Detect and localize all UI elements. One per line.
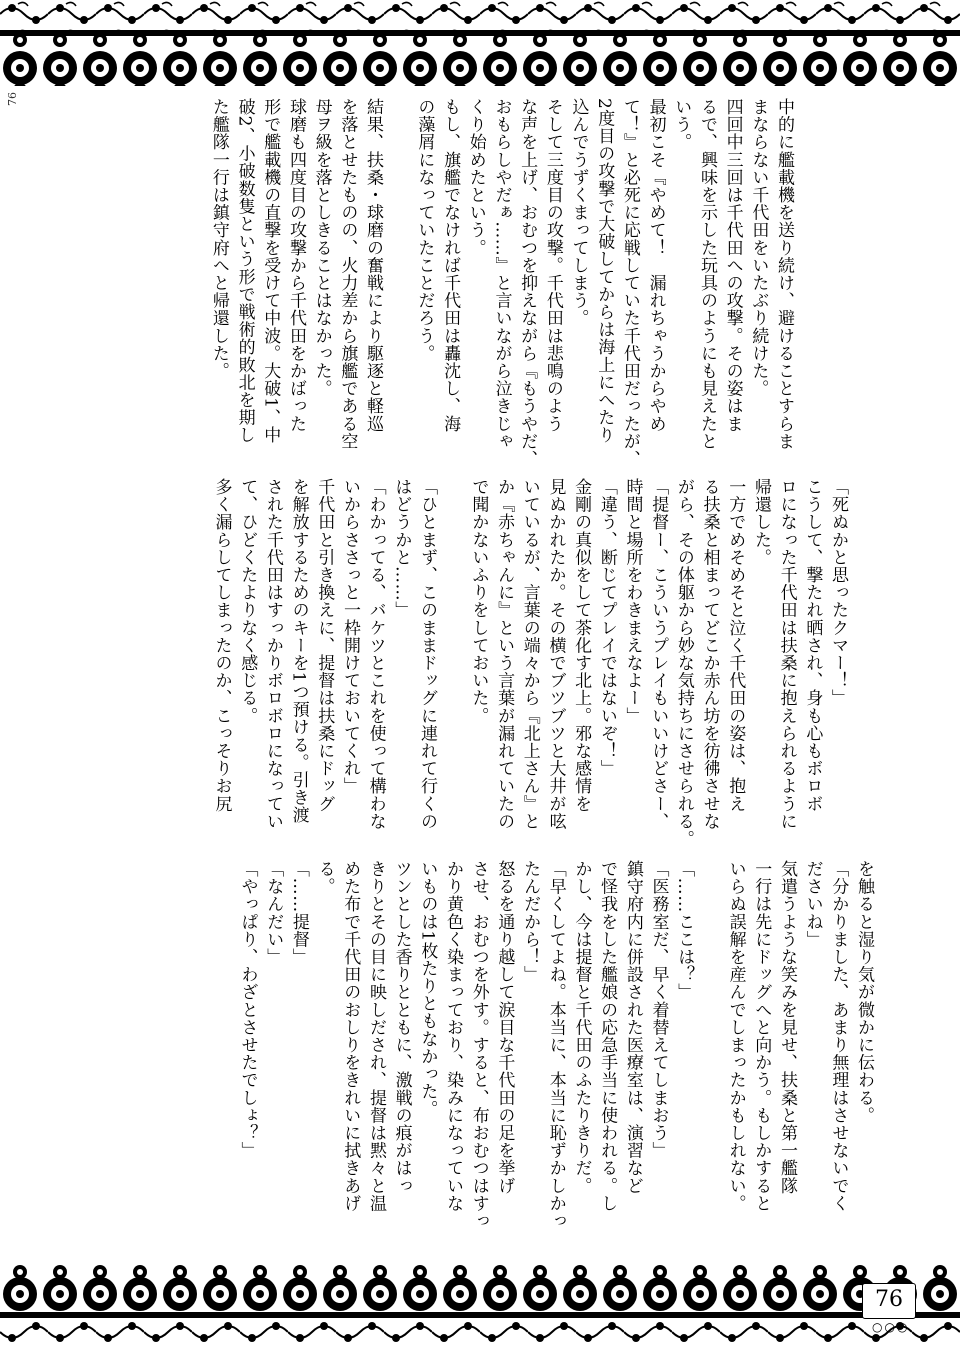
text-column: 結果、扶桑・球磨の奮戦により駆逐と軽巡 <box>363 98 383 433</box>
text-column <box>385 98 411 468</box>
text-column: 2度目の攻撃で大破してからは海上にへたり <box>594 98 615 444</box>
text-column: 「提督ー、こういうプレイもいいけどさー、 <box>648 478 669 830</box>
text-tier-top <box>205 98 796 468</box>
text-column: 「早くしてよね。本当に、本当に恥ずかしかっ <box>545 860 566 1230</box>
text-column: そして三度目の攻撃。千代田は悲鳴のよう <box>542 98 563 433</box>
text-column: 破2、小破数隻という形で戦術的敗北を期し <box>234 98 255 444</box>
text-column: を落とせたものの、火力差から旗艦である空 <box>337 98 358 450</box>
text-column: た艦隊一行は鎮守府へと帰還した。 <box>208 98 229 380</box>
text-column: で怪我をした艦娘の応急手当に使われる。し <box>597 860 618 1212</box>
text-column: ロになった千代田は扶桑に抱えられるように <box>776 478 797 830</box>
text-column: はどうかと……」 <box>391 478 412 619</box>
text-tier-bottom <box>234 860 876 1240</box>
top-lace-border <box>0 0 960 88</box>
text-column: 見ぬかれたか。その横でブツブツと大井が呟 <box>545 478 566 830</box>
text-column: いものは1枚たりともなかった。 <box>417 860 438 1118</box>
text-column: の藻屑になっていたことだろう。 <box>414 98 435 362</box>
text-column: 一行は先にドッグへと向かう。もしかすると <box>751 860 772 1212</box>
text-column: もし、旗艦でなければ千代田は轟沈し、海 <box>440 98 461 433</box>
text-column: を触ると湿り気が微かに伝わる。 <box>854 860 874 1124</box>
text-column: 母ヲ級を落としきることはなかった。 <box>311 98 332 398</box>
text-column: させ、おむつを外す。すると、布おむつはすっ <box>468 860 489 1230</box>
text-column: 「違う、断じてプレイではないぞ！」 <box>596 478 617 778</box>
text-column: ツンとした香りとともに、激戦の痕がはっ <box>391 860 412 1195</box>
text-column <box>696 860 722 1240</box>
text-column: 千代田と引き換えに、提督は扶桑にドッグ <box>314 478 335 813</box>
text-column: 怒るを通り越して涙目な千代田の足を挙げ <box>494 860 515 1195</box>
text-column: こうして、撃たれ晒され、身も心もボロボ <box>802 478 823 813</box>
text-column: 気遣うような笑みを見せ、扶桑と第一艦隊 <box>776 860 797 1195</box>
text-column: がら、その体躯から妙な気持ちにさせられる。 <box>673 478 694 848</box>
text-column: 多く漏らしてしまったのか、こっそりお尻 <box>211 478 232 813</box>
text-column: 「ひとまず、このままドッグに連れて行くの <box>417 478 437 830</box>
text-column: いらぬ誤解を産んでしまったかもしれない。 <box>725 860 746 1212</box>
text-column: 「わかってる、バケツとこれを使って構わな <box>365 478 386 830</box>
text-column: 球磨も四度目の攻撃から千代田をかばった <box>285 98 306 433</box>
margin-page-number: 76 <box>6 92 19 106</box>
text-column: ださいね」 <box>802 860 823 948</box>
text-column: 「分かりました、あまり無理はさせないでく <box>828 860 849 1212</box>
text-column: 中的に艦載機を送り続け、避けることすらま <box>774 98 794 450</box>
text-tier-middle <box>208 478 850 850</box>
text-column: 「……提督」 <box>288 860 309 966</box>
text-column: かり黄色く染まっており、染みになっていな <box>443 860 463 1212</box>
text-column: 「医務室だ、早く着替えてしまおう」 <box>648 860 669 1160</box>
text-column: いているが、言葉の端々から『北上さん』と <box>519 478 540 830</box>
page-number-box: 76 <box>862 1283 916 1319</box>
text-column: たんだから！」 <box>520 860 541 984</box>
text-column: 最初こそ『やめて！ 漏れちゃうからやめ <box>645 98 666 433</box>
text-column: いう。 <box>671 98 692 151</box>
text-column: な声を上げ、おむつを抑えながら『もうやだ、 <box>517 98 538 468</box>
text-column: 時間と場所をわきまえなよー」 <box>622 478 643 725</box>
text-column: 帰還した。 <box>750 478 771 566</box>
text-column <box>439 478 465 850</box>
text-column: おもらしやだぁ……』と言いながら泣きじゃ <box>491 98 512 450</box>
text-column: くり始めたという。 <box>465 98 486 257</box>
text-column: まならない千代田をいたぶり続けた。 <box>748 98 769 398</box>
text-column: きりとその目に映しだされ、提督は黙々と温 <box>365 860 386 1212</box>
text-column: 形で艦載機の直撃を受けて中波。大破1、中 <box>260 98 281 444</box>
text-column: て！』と必死に応戦していた千代田だったが、 <box>619 98 640 468</box>
text-column: る扶桑と相まってどこか赤ん坊を彷彿させな <box>699 478 720 830</box>
text-column: 金剛の真似をして茶化す北上。邪な感情を <box>571 478 592 813</box>
text-column: かし、今は提督と千代田のふたりきりだ。 <box>571 860 592 1195</box>
text-column: を解放するためのキーを1つ預ける。引き渡 <box>288 478 309 824</box>
text-column: いからささっと一枠開けておいてくれ」 <box>339 478 360 795</box>
text-column: 鎮守府内に併設された医療室は、演習など <box>622 860 643 1195</box>
text-column: で聞かないふりをしておいた。 <box>468 478 489 725</box>
text-column: めた布で千代田のおしりをきれいに拭きあげ <box>340 860 361 1212</box>
text-column: て、ひどくたよりなく感じる。 <box>237 478 258 725</box>
text-column: る。 <box>314 860 335 896</box>
text-column: 「なんだい」 <box>263 860 284 966</box>
text-column: された千代田はすっかりボロボロになってい <box>262 478 283 830</box>
text-column: るで、興味を示した玩具のようにも見えたと <box>696 98 717 450</box>
text-column: か『赤ちゃんに』という言葉が漏れていたの <box>494 478 515 830</box>
text-column: 込んでうずくまってしまう。 <box>568 98 589 327</box>
text-column: 「……ここは？」 <box>674 860 695 1001</box>
text-column: 「死ぬかと思ったクマー！」 <box>828 478 848 707</box>
text-column: 四回中三回は千代田への攻撃。その姿はま <box>722 98 743 433</box>
text-column: 「やっぱり、わざとさせたでしょ？」 <box>237 860 258 1160</box>
text-column: 一方でめそめそと泣く千代田の姿は、抱え <box>725 478 746 813</box>
page-number-ornament: ○○○ <box>872 1320 910 1334</box>
bottom-lace-border <box>0 1262 960 1356</box>
